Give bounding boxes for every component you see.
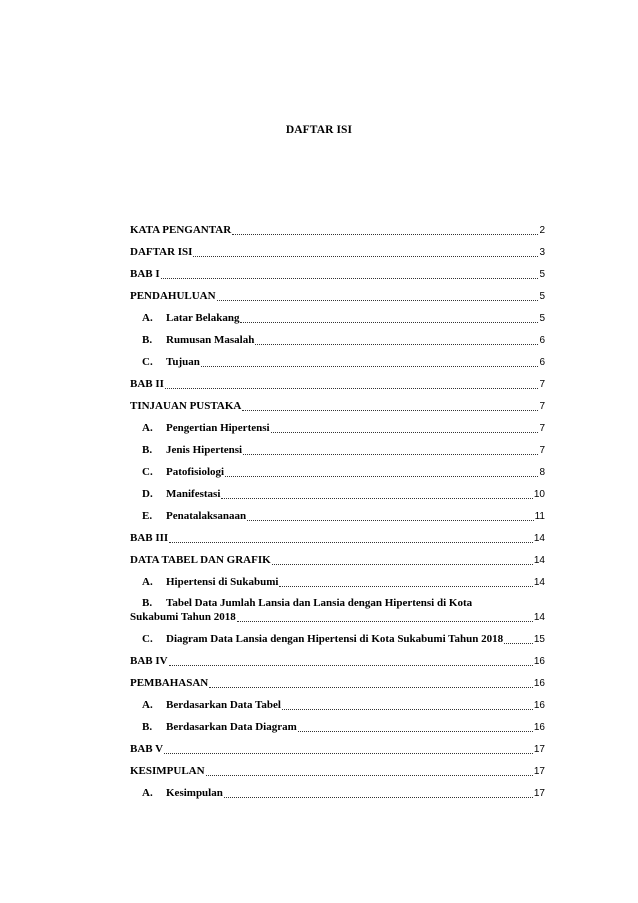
toc-entry-label: Manifestasi (166, 488, 221, 500)
dot-leader (232, 230, 538, 235)
toc-entry-berdasarkan-data-tabel[interactable] (142, 698, 545, 712)
toc-entry-page: 14 (533, 577, 545, 588)
toc-entry-kesimpulan[interactable] (130, 764, 545, 778)
toc-entry-page: 16 (533, 656, 545, 667)
toc-entry-page: 11 (534, 511, 545, 522)
toc-entry-letter: C. (142, 466, 153, 478)
toc-entry-label: Diagram Data Lansia dengan Hipertensi di Kota Sukabumi Tahun 2018 (166, 633, 504, 645)
toc-entry-page: 5 (539, 291, 545, 302)
toc-entry-letter: E. (142, 510, 153, 522)
toc-entry-bab-2[interactable] (130, 377, 545, 391)
toc-entry-letter: A. (142, 422, 153, 434)
toc-entry-page: 15 (533, 634, 545, 645)
toc-entry-page: 3 (539, 247, 545, 258)
toc-entry-kesimpulan-sub[interactable] (142, 786, 545, 800)
dot-leader (217, 296, 539, 301)
toc-entry-page: 17 (533, 766, 545, 777)
toc-entry-label: Berdasarkan Data Tabel (166, 699, 281, 711)
toc-entry-tujuan[interactable] (142, 355, 545, 369)
toc-entry-tabel-data-line1[interactable] (142, 597, 545, 609)
toc-entry-label: Hipertensi di Sukabumi (166, 576, 279, 588)
toc-entry-bab-3[interactable] (130, 531, 545, 545)
toc-entry-page: 2 (539, 225, 545, 236)
page-title: DAFTAR ISI (285, 124, 353, 136)
toc-entry-bab-1[interactable] (130, 267, 545, 281)
dot-leader (243, 450, 538, 455)
toc-entry-page: 10 (533, 489, 545, 500)
dot-leader (169, 538, 533, 543)
toc-entry-latar-belakang[interactable] (142, 311, 545, 325)
toc-entry-letter: B. (142, 444, 153, 456)
dot-leader (504, 639, 533, 644)
dot-leader (209, 683, 533, 688)
toc-entry-label: Rumusan Masalah (166, 334, 255, 346)
dot-leader (164, 749, 533, 754)
toc-entry-page: 6 (539, 335, 545, 346)
toc-entry-label: BAB IV (130, 655, 168, 667)
toc-entry-letter: B. (142, 334, 153, 346)
dot-leader (271, 428, 539, 433)
toc-entry-label: KESIMPULAN (130, 765, 205, 777)
toc-entry-page: 16 (533, 700, 545, 711)
dot-leader (255, 340, 538, 345)
dot-leader (201, 362, 539, 367)
toc-entry-penatalaksanaan[interactable] (142, 509, 545, 523)
toc-entry-label: DATA TABEL DAN GRAFIK (130, 554, 271, 566)
toc-entry-daftar-isi[interactable] (130, 245, 545, 259)
toc-entry-label: Berdasarkan Data Diagram (166, 721, 297, 733)
toc-entry-label: Sukabumi Tahun 2018 (130, 611, 236, 623)
toc-entry-page: 17 (533, 744, 545, 755)
toc-entry-page: 7 (539, 401, 545, 412)
toc-entry-letter: B. (142, 721, 153, 733)
toc-entry-page: 5 (539, 313, 545, 324)
toc-entry-letter: C. (142, 633, 153, 645)
dot-leader (242, 406, 538, 411)
toc-entry-page: 16 (533, 722, 545, 733)
dot-leader (298, 727, 533, 732)
toc-entry-diagram-data[interactable] (142, 632, 545, 646)
toc-entry-label: BAB III (130, 532, 169, 544)
toc-entry-tabel-data[interactable] (130, 610, 545, 624)
toc-entry-data-tabel-dan-grafik[interactable] (130, 553, 545, 567)
toc-entry-label: Jenis Hipertensi (166, 444, 243, 456)
toc-entry-pengertian-hipertensi[interactable] (142, 421, 545, 435)
toc-entry-label: Pengertian Hipertensi (166, 422, 270, 434)
toc-entry-kata-pengantar[interactable] (130, 223, 545, 237)
toc-entry-berdasarkan-data-diagram[interactable] (142, 720, 545, 734)
dot-leader (193, 252, 538, 257)
toc-entry-label: Tujuan (166, 356, 200, 368)
toc-entry-bab-5[interactable] (130, 742, 545, 756)
toc-entry-letter: A. (142, 576, 153, 588)
toc-entry-label: Latar Belakang (166, 312, 240, 324)
toc-entry-tinjauan-pustaka[interactable] (130, 399, 545, 413)
dot-leader (247, 516, 534, 521)
toc-entry-letter: D. (142, 488, 153, 500)
toc-entry-hipertensi-di-sukabumi[interactable] (142, 575, 545, 589)
toc-entry-jenis-hipertensi[interactable] (142, 443, 545, 457)
toc-entry-page: 6 (539, 357, 545, 368)
dot-leader (279, 582, 532, 587)
toc-entry-rumusan-masalah[interactable] (142, 333, 545, 347)
toc-entry-label: Patofisiologi (166, 466, 225, 478)
toc-entry-page: 8 (539, 467, 545, 478)
toc-entry-letter: C. (142, 356, 153, 368)
toc-entry-label: PENDAHULUAN (130, 290, 216, 302)
toc-entry-label: PEMBAHASAN (130, 677, 209, 689)
toc-entry-label-line1: Tabel Data Jumlah Lansia dan Lansia dengan Hipertensi di Kota (166, 597, 473, 609)
toc-entry-page: 7 (539, 379, 545, 390)
dot-leader (272, 560, 533, 565)
toc-entry-page: 17 (533, 788, 545, 799)
toc-entry-label: Kesimpulan (166, 787, 223, 799)
toc-entry-page: 14 (533, 533, 545, 544)
toc-entry-letter: B. (142, 597, 153, 609)
dot-leader (282, 705, 533, 710)
toc-entry-letter: A. (142, 312, 153, 324)
toc-entry-letter: A. (142, 787, 153, 799)
dot-leader (240, 318, 538, 323)
dot-leader (237, 617, 533, 622)
dot-leader (161, 274, 539, 279)
dot-leader (165, 384, 539, 389)
toc-entry-page: 7 (539, 445, 545, 456)
dot-leader (206, 771, 533, 776)
toc-entry-pendahuluan[interactable] (130, 289, 545, 303)
toc-entry-page: 14 (533, 612, 545, 623)
dot-leader (224, 793, 533, 798)
toc-entry-letter: A. (142, 699, 153, 711)
toc-entry-pembahasan[interactable] (130, 676, 545, 690)
toc-entry-label: BAB II (130, 378, 164, 390)
toc-entry-patofisiologi[interactable] (142, 465, 545, 479)
toc-entry-page: 14 (533, 555, 545, 566)
dot-leader (225, 472, 538, 477)
toc-entry-label: BAB I (130, 268, 160, 280)
toc-entry-label: DAFTAR ISI (130, 246, 193, 258)
toc-entry-page: 5 (539, 269, 545, 280)
toc-entry-manifestasi[interactable] (142, 487, 545, 501)
dot-leader (169, 661, 533, 666)
toc-entry-label: TINJAUAN PUSTAKA (130, 400, 242, 412)
toc-entry-label: Penatalaksanaan (166, 510, 247, 522)
toc-entry-page: 16 (533, 678, 545, 689)
toc-entry-label: BAB V (130, 743, 164, 755)
toc-entry-page: 7 (539, 423, 545, 434)
toc-entry-bab-4[interactable] (130, 654, 545, 668)
dot-leader (221, 494, 532, 499)
toc-entry-label: KATA PENGANTAR (130, 224, 232, 236)
